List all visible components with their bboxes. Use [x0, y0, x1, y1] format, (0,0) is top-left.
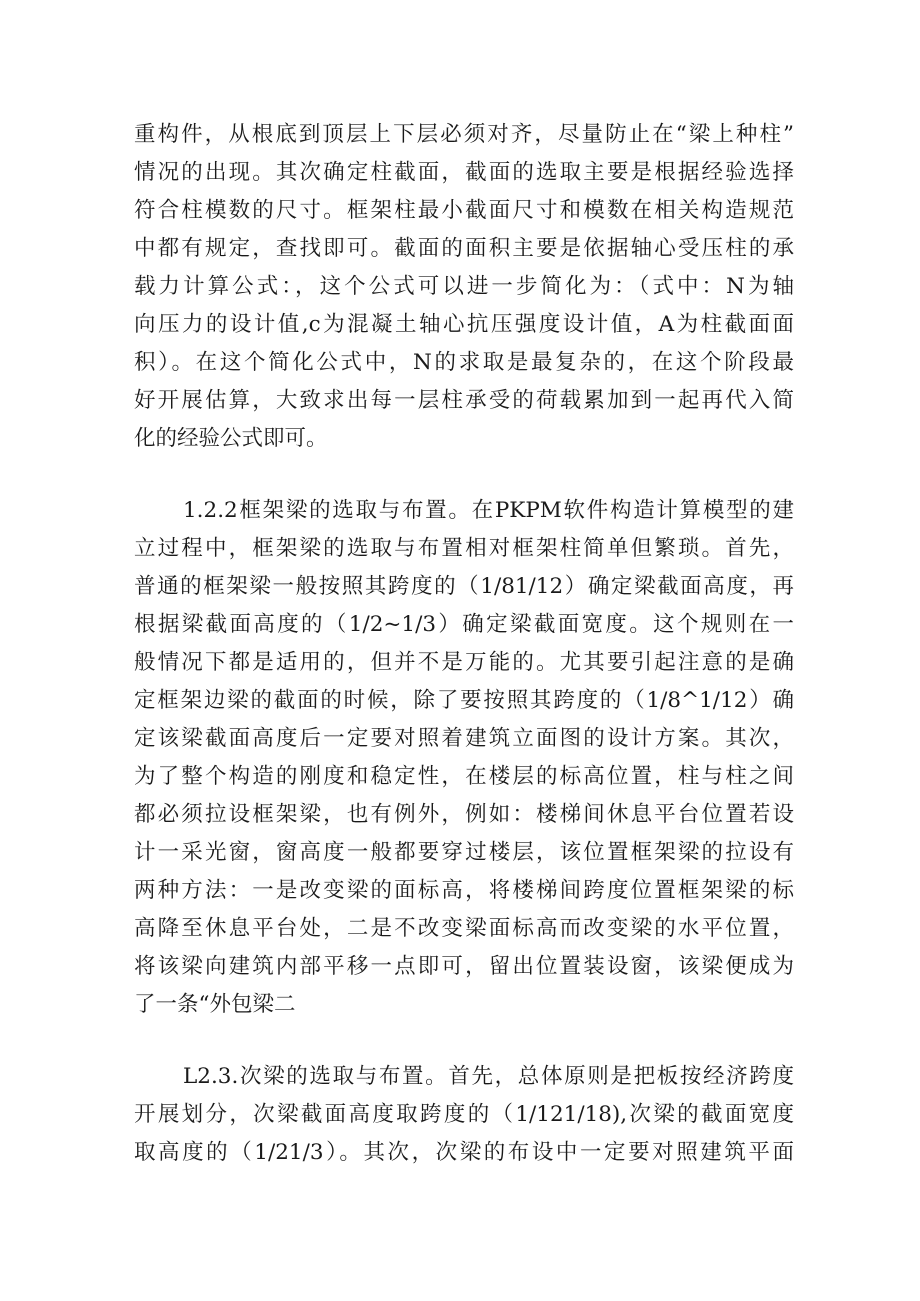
text-line: 开展划分，次梁截面高度取跨度的（1/121/18),次梁的截面宽度 — [134, 1102, 794, 1127]
text-line: 立过程中，框架梁的选取与布置相对框架柱简单但繁琐。首先， — [134, 536, 794, 561]
text-line: 化的经验公式即可。 — [134, 426, 328, 451]
text-line: 向压力的设计值,c为混凝土轴心抗压强度设计值，A为柱截面面 — [134, 312, 794, 337]
text-line: 两种方法：一是改变梁的面标高，将楼梯间跨度位置框架梁的标 — [134, 878, 794, 903]
text-line: 重构件，从根底到顶层上下层必须对齐，尽量防止在“梁上种柱” — [134, 122, 794, 147]
text-line: 取高度的（1/21/3）。其次，次梁的布设中一定要对照建筑平面 — [134, 1140, 794, 1165]
text-line: 普通的框架梁一般按照其跨度的（1/81/12）确定梁截面高度，再 — [134, 574, 794, 599]
text-line: L2.3.次梁的选取与布置。首先，总体原则是把板按经济跨度 — [183, 1064, 794, 1089]
text-line: 中都有规定，查找即可。截面的面积主要是依据轴心受压柱的承 — [134, 236, 794, 261]
text-line: 计一采光窗，窗高度一般都要穿过楼层，该位置框架梁的拉设有 — [134, 840, 794, 865]
text-line: 好开展估算，大致求出每一层柱承受的荷载累加到一起再代入简 — [134, 388, 794, 413]
text-line: 载力计算公式：，这个公式可以进一步简化为：（式中：N为轴 — [134, 274, 794, 299]
text-line: 为了整个构造的刚度和稳定性，在楼层的标高位置，柱与柱之间 — [134, 764, 794, 789]
text-line: 积）。在这个简化公式中，N的求取是最复杂的，在这个阶段最 — [134, 350, 794, 375]
text-line: 情况的出现。其次确定柱截面，截面的选取主要是根据经验选择 — [134, 160, 794, 185]
text-line: 将该梁向建筑内部平移一点即可，留出位置装设窗，该梁便成为 — [134, 954, 794, 979]
text-line: 1.2.2框架梁的选取与布置。在PKPM软件构造计算模型的建 — [183, 498, 794, 523]
text-line: 了一条“外包梁二 — [134, 992, 296, 1017]
text-line: 根据梁截面高度的（1/2~1/3）确定梁截面宽度。这个规则在一 — [134, 612, 794, 637]
text-line: 高降至休息平台处，二是不改变梁面标高而改变梁的水平位置， — [134, 916, 794, 941]
text-line: 符合柱模数的尺寸。框架柱最小截面尺寸和模数在相关构造规范 — [134, 198, 794, 223]
text-line: 定框架边梁的截面的时候，除了要按照其跨度的（1/8^1/12）确 — [134, 688, 794, 713]
text-line: 定该梁截面高度后一定要对照着建筑立面图的设计方案。其次， — [134, 726, 794, 751]
text-line: 都必须拉设框架梁，也有例外，例如：楼梯间休息平台位置若设 — [134, 802, 794, 827]
text-line: 般情况下都是适用的，但并不是万能的。尤其要引起注意的是确 — [134, 650, 794, 675]
